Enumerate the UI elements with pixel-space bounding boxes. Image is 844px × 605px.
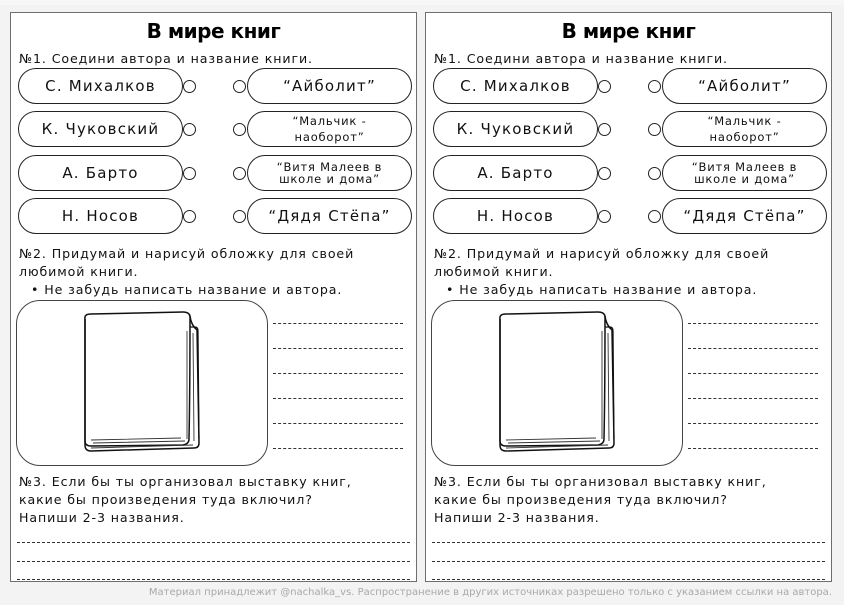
task2-heading-line1: №2. Придумай и нарисуй обложку для своей <box>434 246 770 261</box>
task3-line2: какие бы произведения туда включил? <box>434 492 728 507</box>
book-icon <box>77 311 207 457</box>
author-label: А. Барто <box>62 164 139 182</box>
author-label: К. Чуковский <box>41 120 160 138</box>
book-connector-circle[interactable] <box>648 80 661 93</box>
book-pill[interactable] <box>247 111 412 147</box>
author-pill[interactable] <box>433 198 598 234</box>
task3-line2: какие бы произведения туда включил? <box>19 492 313 507</box>
cover-drawing-area[interactable] <box>431 300 683 466</box>
book-title-line2: наоборот” <box>709 130 780 144</box>
worksheet-title: В мире книг <box>561 19 696 43</box>
book-title-line1: “Мальчик - <box>292 114 367 128</box>
answer-line[interactable] <box>432 561 825 562</box>
book-title: “Дядя Стёпа” <box>683 207 806 225</box>
author-pill[interactable] <box>18 111 183 147</box>
author-connector-circle[interactable] <box>598 123 611 136</box>
book-title-line1: “Витя Малеев в <box>276 160 383 174</box>
book-pill[interactable] <box>662 155 827 191</box>
author-label: С. Михалков <box>45 77 156 95</box>
title-answer-line[interactable] <box>688 323 818 324</box>
book-connector-circle[interactable] <box>233 210 246 223</box>
author-connector-circle[interactable] <box>598 210 611 223</box>
task2-heading-line2: любимой книги. <box>434 264 554 279</box>
book-pill[interactable] <box>247 198 412 234</box>
title-answer-line[interactable] <box>688 373 818 374</box>
book-connector-circle[interactable] <box>233 123 246 136</box>
answer-line[interactable] <box>432 542 825 543</box>
copyright-footer: Материал принадлежит @nachalka_vs. Распространение в других источниках разрешено только с указанием ссылки на автора. <box>148 587 832 598</box>
title-answer-line[interactable] <box>273 423 403 424</box>
author-connector-circle[interactable] <box>598 167 611 180</box>
title-answer-line[interactable] <box>688 448 818 449</box>
book-connector-circle[interactable] <box>648 123 661 136</box>
answer-line[interactable] <box>17 542 410 543</box>
book-title-line1: “Витя Малеев в <box>691 160 798 174</box>
author-connector-circle[interactable] <box>183 123 196 136</box>
author-pill[interactable] <box>18 68 183 104</box>
title-answer-line[interactable] <box>273 348 403 349</box>
book-title: “Айболит” <box>283 77 376 95</box>
worksheet-title: В мире книг <box>146 19 281 43</box>
author-label: К. Чуковский <box>456 120 575 138</box>
title-answer-line[interactable] <box>273 448 403 449</box>
title-answer-line[interactable] <box>688 348 818 349</box>
worksheet-left <box>10 12 417 582</box>
author-pill[interactable] <box>433 155 598 191</box>
title-answer-line[interactable] <box>688 398 818 399</box>
book-title-line1: “Мальчик - <box>707 114 782 128</box>
task3-line1: №3. Если бы ты организовал выставку книг, <box>19 474 352 489</box>
book-connector-circle[interactable] <box>233 80 246 93</box>
top-bar <box>0 0 844 5</box>
task3-heading <box>19 473 352 527</box>
book-title: “Дядя Стёпа” <box>268 207 391 225</box>
task2-bullet: • Не забудь написать название и автора. <box>31 282 343 297</box>
author-label: С. Михалков <box>460 77 571 95</box>
task3-line3: Напиши 2-3 названия. <box>434 510 600 525</box>
author-label: Н. Носов <box>61 207 140 225</box>
author-connector-circle[interactable] <box>183 167 196 180</box>
book-title-line2: школе и дома” <box>694 172 795 186</box>
task3-line1: №3. Если бы ты организовал выставку книг, <box>434 474 767 489</box>
task3-heading <box>434 473 767 527</box>
task2-heading <box>19 245 354 281</box>
answer-line[interactable] <box>17 579 410 580</box>
author-pill[interactable] <box>18 155 183 191</box>
book-pill[interactable] <box>662 198 827 234</box>
answer-line[interactable] <box>432 579 825 580</box>
title-answer-line[interactable] <box>688 423 818 424</box>
book-title-line2: наоборот” <box>294 130 365 144</box>
book-connector-circle[interactable] <box>233 167 246 180</box>
author-connector-circle[interactable] <box>598 80 611 93</box>
task1-heading: №1. Соедини автора и название книги. <box>19 51 313 66</box>
cover-drawing-area[interactable] <box>16 300 268 466</box>
title-answer-line[interactable] <box>273 373 403 374</box>
book-pill[interactable] <box>247 68 412 104</box>
book-title-line2: школе и дома” <box>279 172 380 186</box>
author-connector-circle[interactable] <box>183 80 196 93</box>
title-answer-line[interactable] <box>273 323 403 324</box>
book-title: “Айболит” <box>698 77 791 95</box>
task3-line3: Напиши 2-3 названия. <box>19 510 185 525</box>
book-pill[interactable] <box>247 155 412 191</box>
title-answer-line[interactable] <box>273 398 403 399</box>
task2-heading-line2: любимой книги. <box>19 264 139 279</box>
book-icon <box>492 311 622 457</box>
author-pill[interactable] <box>18 198 183 234</box>
book-connector-circle[interactable] <box>648 210 661 223</box>
book-pill[interactable] <box>662 111 827 147</box>
book-pill[interactable] <box>662 68 827 104</box>
author-label: А. Барто <box>477 164 554 182</box>
worksheet-right <box>425 12 832 582</box>
book-connector-circle[interactable] <box>648 167 661 180</box>
task2-bullet: • Не забудь написать название и автора. <box>446 282 758 297</box>
author-pill[interactable] <box>433 111 598 147</box>
author-pill[interactable] <box>433 68 598 104</box>
task2-heading-line1: №2. Придумай и нарисуй обложку для своей <box>19 246 355 261</box>
author-connector-circle[interactable] <box>183 210 196 223</box>
task2-heading <box>434 245 769 281</box>
author-label: Н. Носов <box>476 207 555 225</box>
answer-line[interactable] <box>17 561 410 562</box>
task1-heading: №1. Соедини автора и название книги. <box>434 51 728 66</box>
